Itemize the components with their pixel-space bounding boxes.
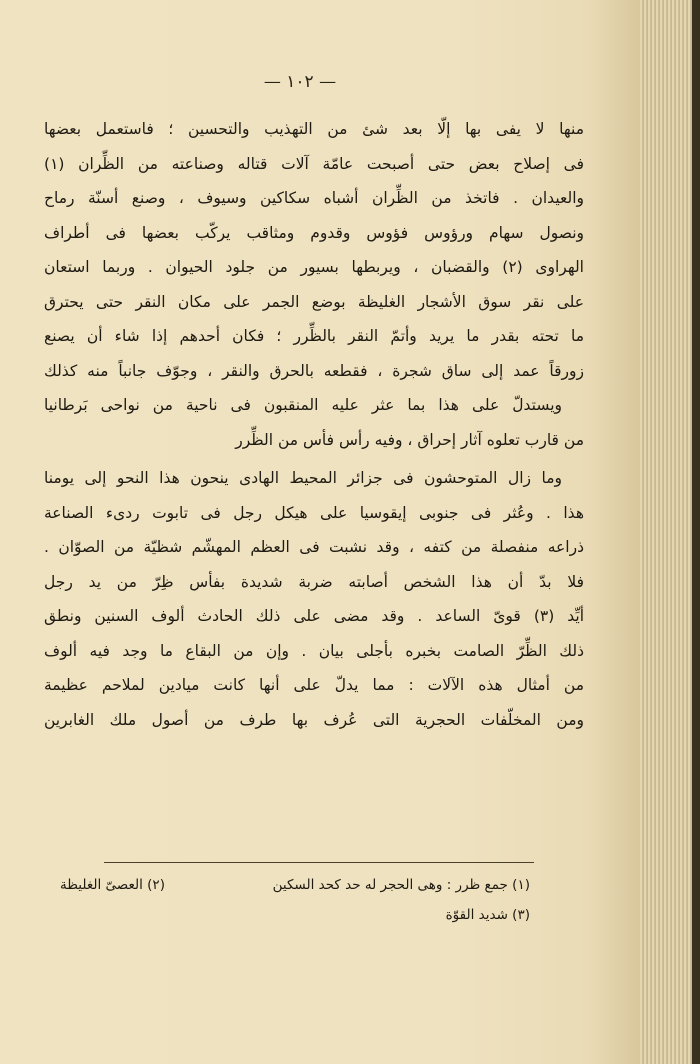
body-line: ذراعه منفصلة من كتفه ، وقد نشبت فى العظم المهشّم شظيّة من الصوّان .	[44, 538, 584, 556]
body-line: ذلك الظِّرّ الصامت بخبره بأجلى بيان . وإن من البقاع ما وجد فيه ألوف	[44, 641, 584, 660]
body-line: فلا بدّ أن هذا الشخص أصابته ضربة شديدة بفأس ظِرّ من يد رجل	[44, 572, 584, 591]
body-text	[44, 112, 584, 737]
body-line: ونصول سهام ورؤوس فؤوس وقدوم ومثاقب يركّب بعضها فى أطراف	[44, 223, 584, 242]
footnote-row	[60, 900, 530, 930]
body-line: وما زال المتوحشون فى جزائر المحيط الهادى ينحون هذا النحو إلى يومنا	[44, 469, 562, 487]
body-line: منها لا يفى بها إلّا بعد شئ من التهذيب والتحسين ؛ فاستعمل بعضها	[44, 120, 584, 138]
body-line: من قارب تعلوه آثار إحراق ، وفيه رأس فأس من الظِّرر	[235, 430, 584, 449]
footnote-3: (٣) شديد القوّة	[445, 907, 530, 923]
body-line: الهراوى (٢) والقضبان ، ويربطها بسيور من جلود الحيوان . وربما استعان	[44, 258, 584, 276]
body-line: ومن المخلّفات الحجرية التى عُرف بها طرف من أصول ملك الغابرين	[44, 710, 584, 729]
body-line: هذا . وعُثر فى جنوبى إيقوسيا على هيكل رجل فى تابوت ردىء الصناعة	[44, 503, 584, 522]
body-line: على نقر سوق الأشجار الغليظة بوضع الجمر على مكان النقر حتى يحترق	[44, 292, 584, 311]
body-line: فى إصلاح بعض حتى أصبحت عامّة آلات قتاله وصناعته من الظِّران (١)	[44, 154, 584, 173]
page-number: — ١٠٢ —	[263, 72, 337, 92]
body-line: من أمثال هذه الآلات : مما يدلّ على أنها كانت ميادين لملاحم عظيمة	[44, 676, 584, 694]
body-line: ويستدلّ على هذا بما عثر عليه المنقبون فى ناحية من نواحى بَرطانيا	[44, 396, 562, 414]
footnote-2: (٢) العصىّ الغليظة	[60, 877, 165, 893]
body-line: أيِّد (٣) قوىّ الساعد . وقد مضى على ذلك الحادث ألوف السنين ونطق	[44, 607, 584, 625]
footnote-row	[60, 870, 530, 900]
body-line: زورقاً عمد إلى ساق شجرة ، فقطعه بالحرق والنقر ، وجوّف جانباً منه كذلك	[44, 361, 584, 380]
body-line: والعيدان . فاتخذ من الظِّران أشباه سكاكين وسيوف ، وصنع أسنّة رماح	[44, 189, 584, 207]
footnote-divider	[104, 862, 534, 863]
footnote-1: (١) جمع ظرر : وهى الحجر له حد كحد السكين	[272, 877, 530, 893]
footnotes	[60, 870, 530, 930]
page-edges	[640, 0, 700, 1064]
body-line: ما تحته بقدر ما يريد وأتمّ النقر بالظِّرر ؛ فكان أحدهم إذا شاء أن يصنع	[44, 327, 584, 345]
